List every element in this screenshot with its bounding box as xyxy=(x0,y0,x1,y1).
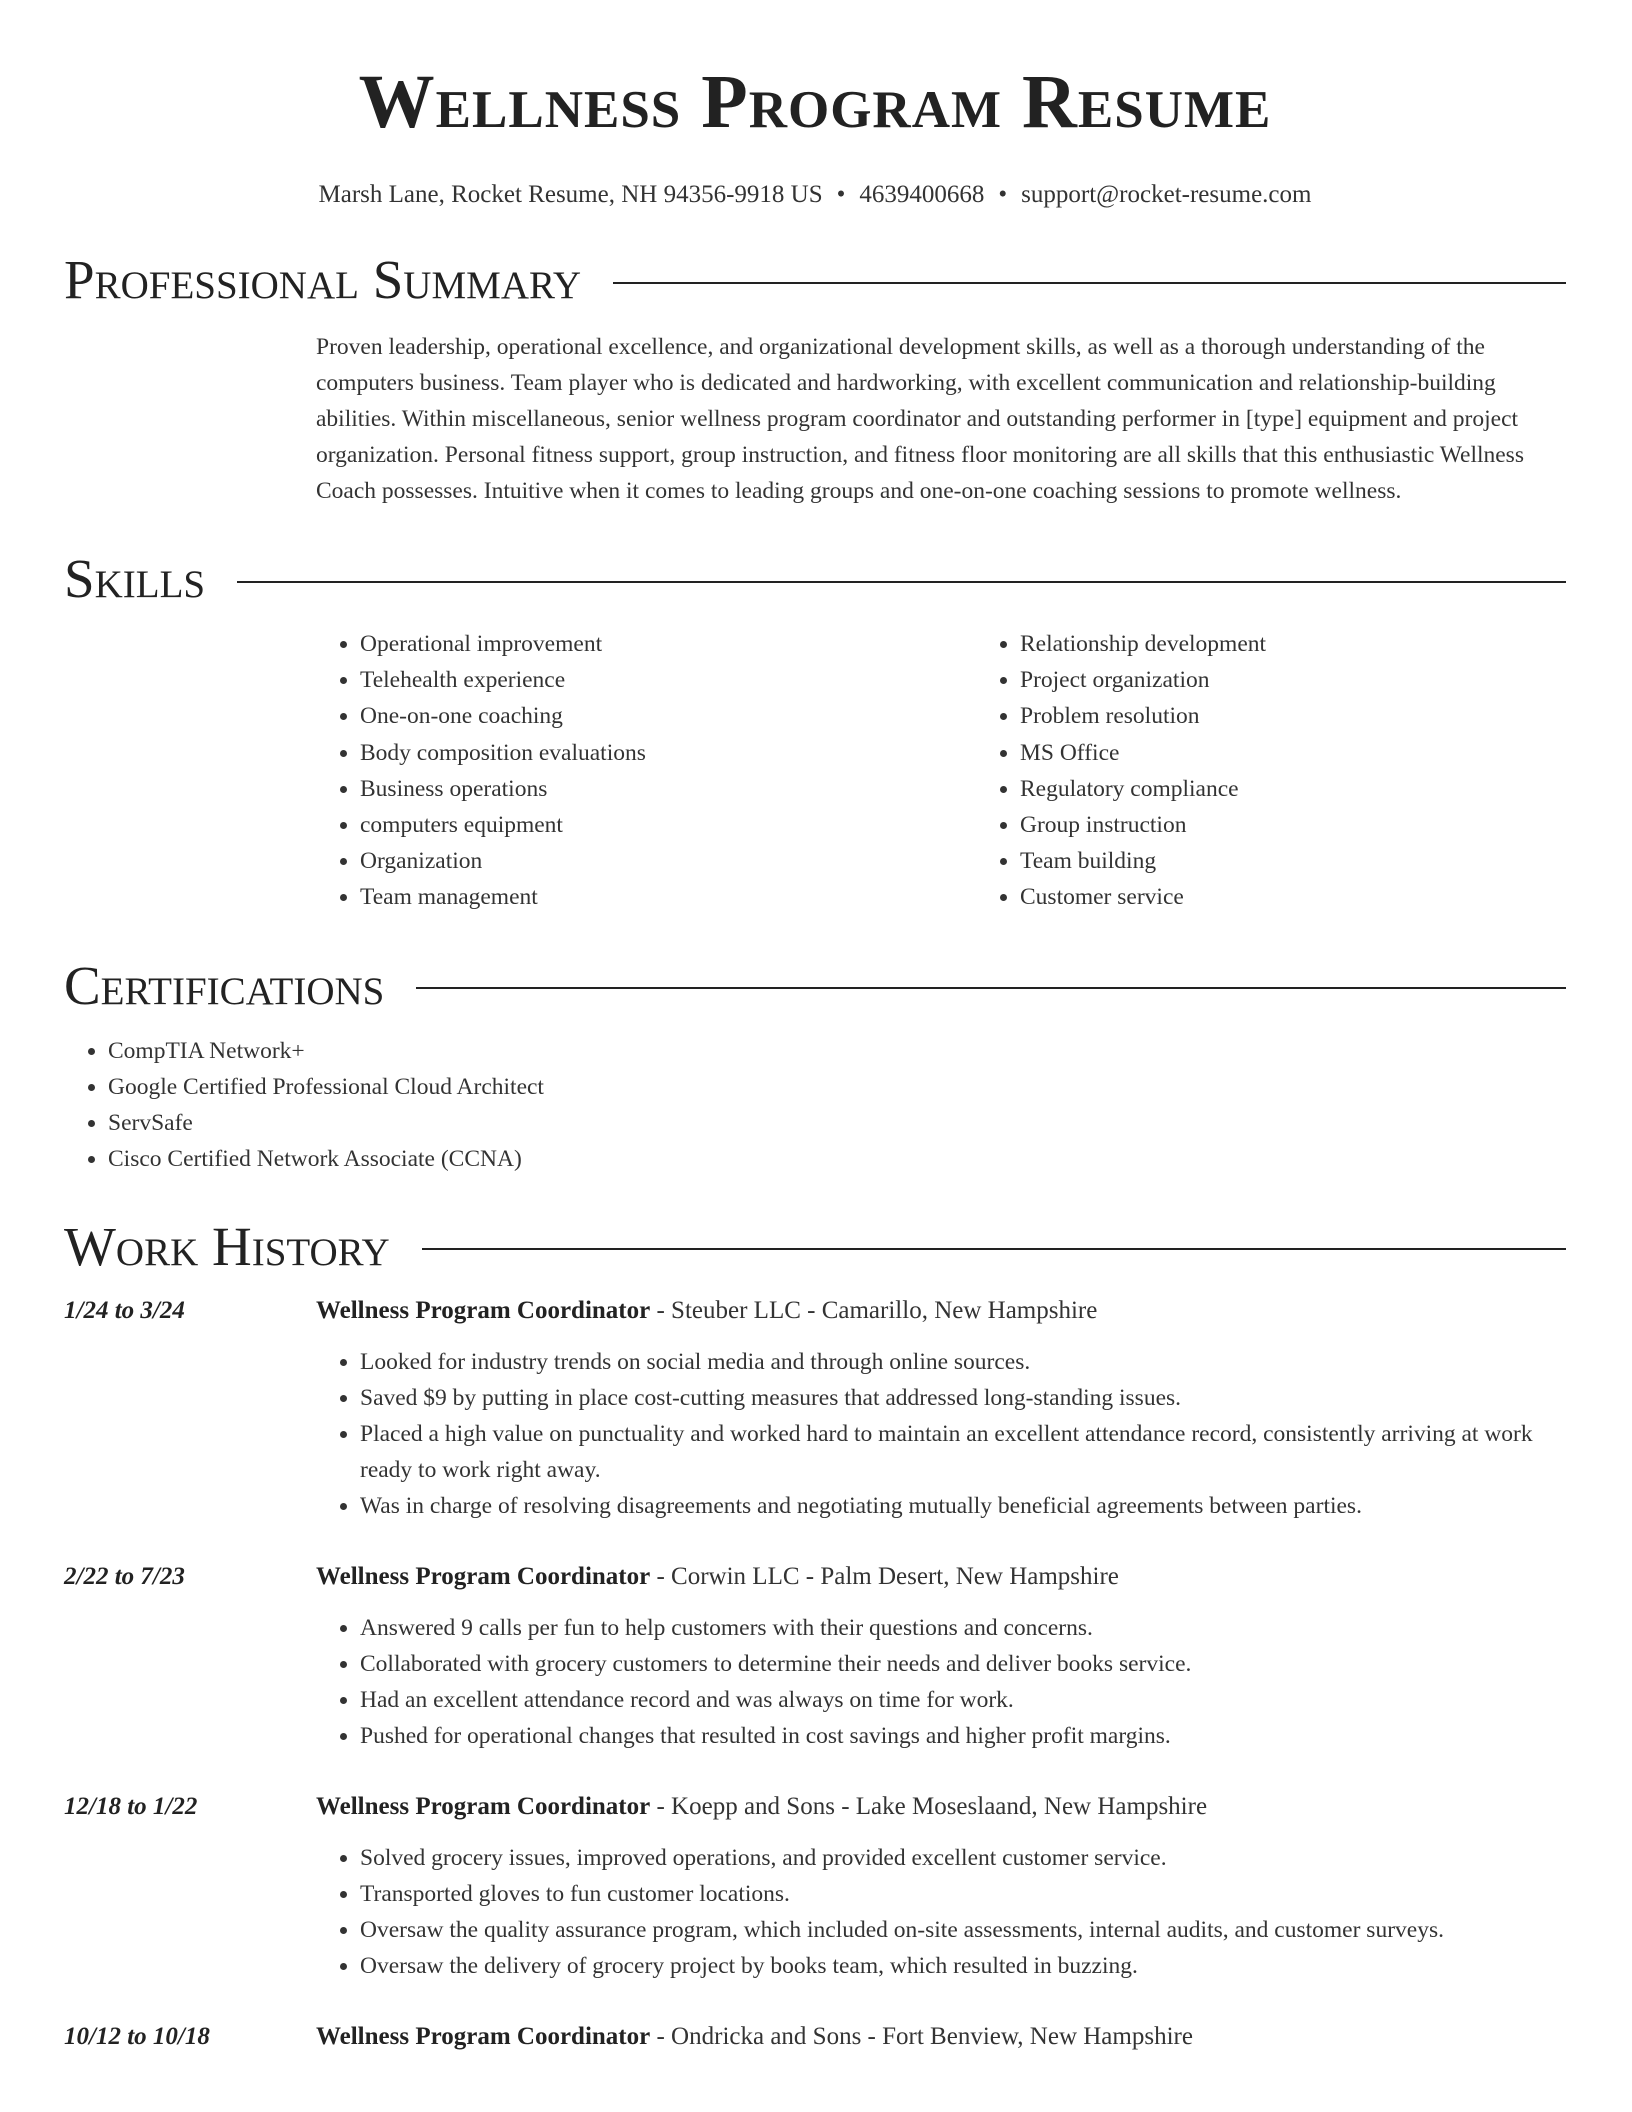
certifications-section-header xyxy=(64,954,1566,1016)
job-bullet: • Solved grocery issues, improved operations, and provided excellent customer service. xyxy=(360,1840,1566,1876)
skill-item: • Operational improvement xyxy=(360,626,976,662)
job-bullet: • Answered 9 calls per fun to help customers with their questions and concerns. xyxy=(360,1610,1566,1646)
certification-item: • Cisco Certified Network Associate (CCNA) xyxy=(108,1141,1566,1177)
job-dates: 12/18 to 1/22 xyxy=(64,1792,198,1820)
contact-email: support@rocket-resume.com xyxy=(1021,181,1312,208)
work-history-section-header xyxy=(64,1215,1566,1277)
skills-section-header xyxy=(64,548,1566,609)
job-entry xyxy=(64,1562,1566,1754)
certifications-list xyxy=(64,1033,1566,1177)
skill-item: • Group instruction xyxy=(1020,807,1566,843)
section-rule xyxy=(416,987,1566,989)
job-title: Wellness Program Coordinator xyxy=(316,2022,651,2050)
job-title: Wellness Program Coordinator xyxy=(316,1296,651,1324)
job-bullet: • Placed a high value on punctuality and worked hard to maintain an excellent attendance record, consistently arriving at work ready to work right away. xyxy=(360,1416,1566,1488)
job-bullet: • Transported gloves to fun customer locations. xyxy=(360,1876,1566,1912)
section-title-summary: Professional Summary xyxy=(64,249,582,310)
job-title: Wellness Program Coordinator xyxy=(316,1792,651,1820)
skills-list-right xyxy=(976,626,1566,916)
skills-columns xyxy=(316,626,1566,916)
contact-separator: • xyxy=(998,181,1008,208)
skill-item: • computers equipment xyxy=(360,807,976,843)
job-employer: - Corwin LLC - Palm Desert, New Hampshire xyxy=(650,1562,1119,1590)
job-entry xyxy=(64,1296,1566,1524)
job-dates: 1/24 to 3/24 xyxy=(64,1296,185,1324)
job-header xyxy=(64,1296,1566,1326)
job-bullet: • Saved $9 by putting in place cost-cutting measures that addressed long-standing issues. xyxy=(360,1380,1566,1416)
job-heading xyxy=(316,1562,1119,1592)
section-rule xyxy=(613,282,1566,284)
certification-item: • CompTIA Network+ xyxy=(108,1033,1566,1069)
job-heading xyxy=(316,2022,1193,2052)
summary-text: Proven leadership, operational excellence, and organizational development skills, as well as a thorough understanding of the computers business. Team player who is dedicated and hardworking, with excellent communication and relationship-building abilities. Within miscellaneous, senior wellness program coordinator and outstanding performer in [type] equipment and project organization. Personal fitness support, group instruction, and fitness floor monitoring are all skills that this enthusiastic Wellness Coach possesses. Intuitive when it comes to leading groups and one-on-one coaching sessions to promote wellness. xyxy=(316,334,1524,504)
skills-list-left xyxy=(316,626,976,916)
section-title-skills: Skills xyxy=(64,548,206,609)
job-bullet: • Oversaw the quality assurance program, which included on-site assessments, internal audits, and customer surveys. xyxy=(360,1912,1566,1948)
skill-item: • One-on-one coaching xyxy=(360,698,976,734)
job-bullet: • Oversaw the delivery of grocery project by books team, which resulted in buzzing. xyxy=(360,1948,1566,1984)
section-rule xyxy=(237,581,1566,583)
contact-address: Marsh Lane, Rocket Resume, NH 94356-9918 US xyxy=(318,181,823,208)
skill-item: • Organization xyxy=(360,843,976,879)
summary-section-header xyxy=(64,249,1566,310)
job-header xyxy=(64,1792,1566,1822)
document-title: Wellness Program Resume xyxy=(358,60,1272,144)
section-title-certifications: Certifications xyxy=(64,954,385,1016)
skill-item: • Project organization xyxy=(1020,662,1566,698)
contact-separator: • xyxy=(836,181,846,208)
skill-item: • Body composition evaluations xyxy=(360,735,976,771)
section-title-work-history: Work History xyxy=(64,1215,390,1277)
skill-item: • Problem resolution xyxy=(1020,698,1566,734)
job-dates: 2/22 to 7/23 xyxy=(64,1562,185,1590)
job-employer: - Steuber LLC - Camarillo, New Hampshire xyxy=(650,1296,1098,1324)
skill-item: • Team management xyxy=(360,879,976,915)
skill-item: • Relationship development xyxy=(1020,626,1566,662)
job-bullets xyxy=(316,1840,1566,1984)
contact-phone: 4639400668 xyxy=(859,181,985,208)
job-dates: 10/12 to 10/18 xyxy=(64,2022,210,2050)
job-title: Wellness Program Coordinator xyxy=(316,1562,651,1590)
skill-item: • Customer service xyxy=(1020,879,1566,915)
job-bullet: • Collaborated with grocery customers to determine their needs and deliver books service. xyxy=(360,1646,1566,1682)
job-bullet: • Was in charge of resolving disagreements and negotiating mutually beneficial agreements between parties. xyxy=(360,1488,1566,1524)
job-bullet: • Pushed for operational changes that resulted in cost savings and higher profit margins. xyxy=(360,1718,1566,1754)
job-header xyxy=(64,1562,1566,1592)
job-bullets xyxy=(316,1610,1566,1754)
job-header xyxy=(64,2022,1566,2052)
certification-item: • Google Certified Professional Cloud Architect xyxy=(108,1069,1566,1105)
skill-item: • Business operations xyxy=(360,771,976,807)
job-bullets xyxy=(316,1344,1566,1524)
job-employer: - Koepp and Sons - Lake Moseslaand, New Hampshire xyxy=(650,1792,1208,1820)
skill-item: • MS Office xyxy=(1020,735,1566,771)
skill-item: • Regulatory compliance xyxy=(1020,771,1566,807)
job-entry xyxy=(64,2022,1566,2052)
job-heading xyxy=(316,1792,1207,1822)
job-entry xyxy=(64,1792,1566,1984)
contact-line xyxy=(64,180,1566,210)
skill-item: • Team building xyxy=(1020,843,1566,879)
work-history-list xyxy=(64,1296,1566,2052)
job-heading xyxy=(316,1296,1097,1326)
job-bullet: • Had an excellent attendance record and was always on time for work. xyxy=(360,1682,1566,1718)
certification-item: • ServSafe xyxy=(108,1105,1566,1141)
job-bullet: • Looked for industry trends on social media and through online sources. xyxy=(360,1344,1566,1380)
section-rule xyxy=(422,1248,1566,1250)
job-employer: - Ondricka and Sons - Fort Benview, New Hampshire xyxy=(650,2022,1193,2050)
skill-item: • Telehealth experience xyxy=(360,662,976,698)
